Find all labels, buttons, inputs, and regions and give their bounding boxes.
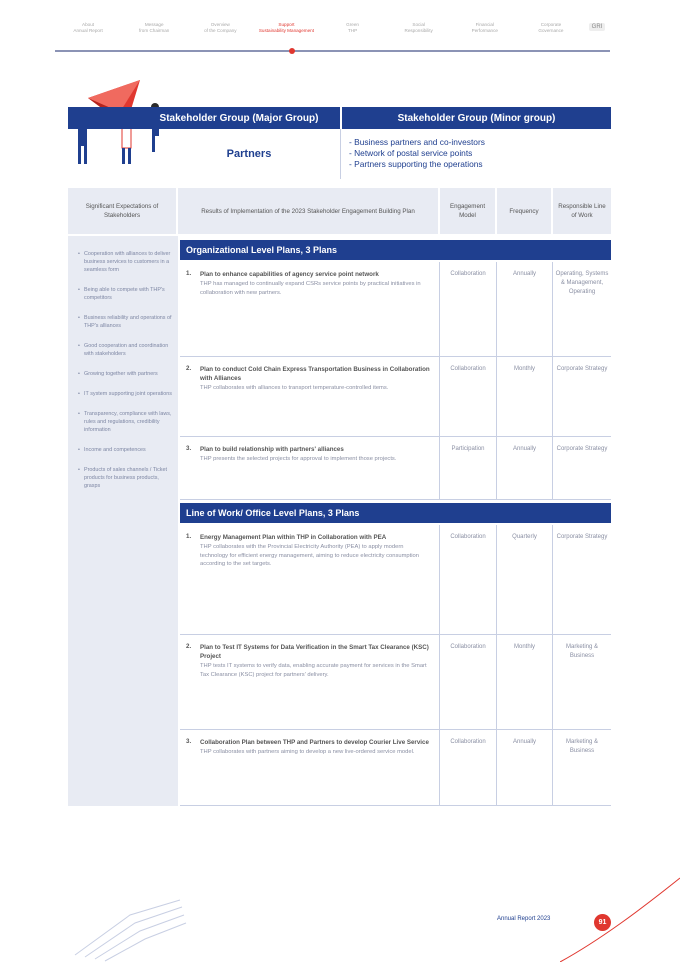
plan-frequency: Annually xyxy=(497,262,553,356)
plan-description xyxy=(180,635,440,729)
plan-row xyxy=(180,357,611,437)
plan-engagement: Collaboration xyxy=(440,525,497,634)
plan-frequency: Annually xyxy=(497,730,553,805)
header-frequency: Frequency xyxy=(497,188,553,234)
engagement-table-header xyxy=(68,188,611,234)
plan-responsible: Operating, Systems & Management, Operating xyxy=(555,271,609,295)
nav-item-sublabel: Sustainability Management xyxy=(258,28,315,33)
nav-item-sustainability[interactable] xyxy=(253,20,319,52)
plan-number: 2. xyxy=(186,643,192,650)
plan-title: Energy Management Plan within THP in Collaboration with PEA xyxy=(200,534,387,541)
expectation-item: • Being able to compete with THP's competitors xyxy=(78,286,172,302)
nav-item-label: Support xyxy=(278,22,295,27)
plan-frequency: Annually xyxy=(497,437,553,499)
plan-row xyxy=(180,635,611,730)
plan-row xyxy=(180,262,611,357)
plan-row xyxy=(180,437,611,500)
expectations-list xyxy=(68,236,178,806)
plan-engagement: Collaboration xyxy=(440,635,497,729)
plan-title: Plan to Test IT Systems for Data Verification in the Smart Tax Clearance (KSC) Project xyxy=(200,644,429,660)
minor-group-list xyxy=(340,129,611,179)
plan-engagement: Collaboration xyxy=(440,262,497,356)
nav-item-label: About xyxy=(82,22,95,27)
nav-item-label: Green xyxy=(346,22,359,27)
header-responsible: Responsible Line of Work xyxy=(553,188,611,234)
header-engagement-model: Engagement Model xyxy=(440,188,497,234)
plan-description xyxy=(180,525,440,634)
nav-item-sublabel: of the Company xyxy=(204,28,237,33)
expectation-item: • Good cooperation and coordination with stakeholders xyxy=(78,342,172,358)
section-header-organizational: Organizational Level Plans, 3 Plans xyxy=(180,240,611,260)
stakeholder-group-header xyxy=(68,107,611,129)
plan-frequency: Monthly xyxy=(497,357,553,436)
minor-group-item: - Partners supporting the operations xyxy=(349,159,611,170)
plan-detail: THP collaborates with partners aiming to develop a new live-ordered service model. xyxy=(200,749,415,755)
nav-divider xyxy=(55,50,610,52)
nav-item-label: Financial xyxy=(475,22,494,27)
nav-item-sublabel: Annual Report xyxy=(73,28,103,33)
minor-group-header: Stakeholder Group (Minor group) xyxy=(340,107,611,129)
nav-item-overview[interactable] xyxy=(187,20,253,52)
report-title-footer: Annual Report 2023 xyxy=(497,916,551,922)
plan-engagement: Collaboration xyxy=(440,357,497,436)
header-results: Results of Implementation of the 2023 Stakeholder Engagement Building Plan xyxy=(178,188,440,234)
plan-detail: THP collaborates with alliances to transport temperature-controlled items. xyxy=(200,385,389,391)
page-number: 91 xyxy=(594,914,611,931)
plan-title: Collaboration Plan between THP and Partners to develop Courier Live Service xyxy=(200,739,429,746)
plan-detail: THP collaborates with the Provincial Electricity Authority (PEA) to apply modern technology for efficient energy management, aiming to reduce electricity consumption according to the set targets. xyxy=(200,544,420,567)
stakeholder-group-body xyxy=(68,129,611,179)
plan-number: 1. xyxy=(186,270,192,277)
major-group-value: Partners xyxy=(226,148,272,160)
plan-detail: THP has managed to continually expand CSRs service points by practical initiatives in collaboration with new partners. xyxy=(200,281,421,296)
plan-title: Plan to enhance capabilities of agency service point network xyxy=(200,271,379,278)
plan-title: Plan to build relationship with partners' alliances xyxy=(200,446,344,453)
nav-item-sublabel: Governance xyxy=(538,28,564,33)
nav-item-sublabel: Performance xyxy=(471,28,498,33)
nav-item-label: Social xyxy=(412,22,425,27)
header-expectations: Significant Expectations of Stakeholders xyxy=(68,188,178,234)
plan-number: 1. xyxy=(186,533,192,540)
plan-responsible: Marketing & Business xyxy=(565,644,598,659)
line-art-decoration xyxy=(70,895,190,962)
plan-detail: THP presents the selected projects for approval to implement those projects. xyxy=(200,456,397,462)
nav-item-sublabel: from Chairman xyxy=(138,28,170,33)
nav-item-about[interactable] xyxy=(55,20,121,52)
plan-description xyxy=(180,730,440,805)
swoosh-decoration xyxy=(560,870,680,962)
nav-item-financial[interactable] xyxy=(452,20,518,52)
plan-responsible: Corporate Strategy xyxy=(556,366,608,372)
plan-description xyxy=(180,262,440,356)
plan-frequency: Quarterly xyxy=(497,525,553,634)
nav-item-label: Overview xyxy=(210,22,230,27)
nav-item-message[interactable] xyxy=(121,20,187,52)
nav-item-green[interactable] xyxy=(320,20,386,52)
expectation-item: • Cooperation with alliances to deliver business services to customers in a seamless form xyxy=(78,250,172,274)
plan-description xyxy=(180,357,440,436)
nav-item-sublabel: Responsibility xyxy=(404,28,433,33)
plan-number: 2. xyxy=(186,365,192,372)
plan-responsible: Corporate Strategy xyxy=(556,446,608,452)
plan-number: 3. xyxy=(186,738,192,745)
plan-detail: THP tests IT systems to verify data, enabling accurate payment for services in the Smart Tax Clearance (KSC) project for partners' delivery. xyxy=(200,663,427,678)
nav-item-sublabel: THP xyxy=(347,28,358,33)
plan-engagement: Participation xyxy=(440,437,497,499)
plan-row xyxy=(180,730,611,806)
expectation-item: • Income and competences xyxy=(78,446,172,454)
chapter-navigation xyxy=(55,20,610,52)
plan-number: 3. xyxy=(186,445,192,452)
expectation-item: • Business reliability and operations of THP's alliances xyxy=(78,314,172,330)
plan-responsible: Marketing & Business xyxy=(565,739,598,754)
plan-row xyxy=(180,525,611,635)
plan-engagement: Collaboration xyxy=(440,730,497,805)
plan-description xyxy=(180,437,440,499)
plan-responsible: Corporate Strategy xyxy=(556,534,608,540)
gri-tag[interactable] xyxy=(584,20,610,52)
nav-item-label: Corporate xyxy=(540,22,562,27)
plan-title: Plan to conduct Cold Chain Express Transportation Business in Collaboration with Alliances xyxy=(200,366,430,382)
nav-active-indicator xyxy=(289,48,295,54)
major-group-header: Stakeholder Group (Major Group) xyxy=(68,107,340,129)
expectation-item: • Transparency, compliance with laws, rules and regulations, credibility information xyxy=(78,410,172,434)
nav-item-governance[interactable] xyxy=(518,20,584,52)
section-header-line-of-work: Line of Work/ Office Level Plans, 3 Plans xyxy=(180,503,611,523)
minor-group-item: - Network of postal service points xyxy=(349,148,611,159)
nav-item-label: Message xyxy=(144,22,164,27)
expectation-item: • IT system supporting joint operations xyxy=(78,390,172,398)
nav-item-social[interactable] xyxy=(386,20,452,52)
gri-tag-label: GRI xyxy=(589,23,606,31)
minor-group-item: - Business partners and co-investors xyxy=(349,137,611,148)
expectation-item: • Products of sales channels / Ticket products for business products, grasps xyxy=(78,466,172,490)
expectation-item: • Growing together with partners xyxy=(78,370,172,378)
plan-frequency: Monthly xyxy=(497,635,553,729)
